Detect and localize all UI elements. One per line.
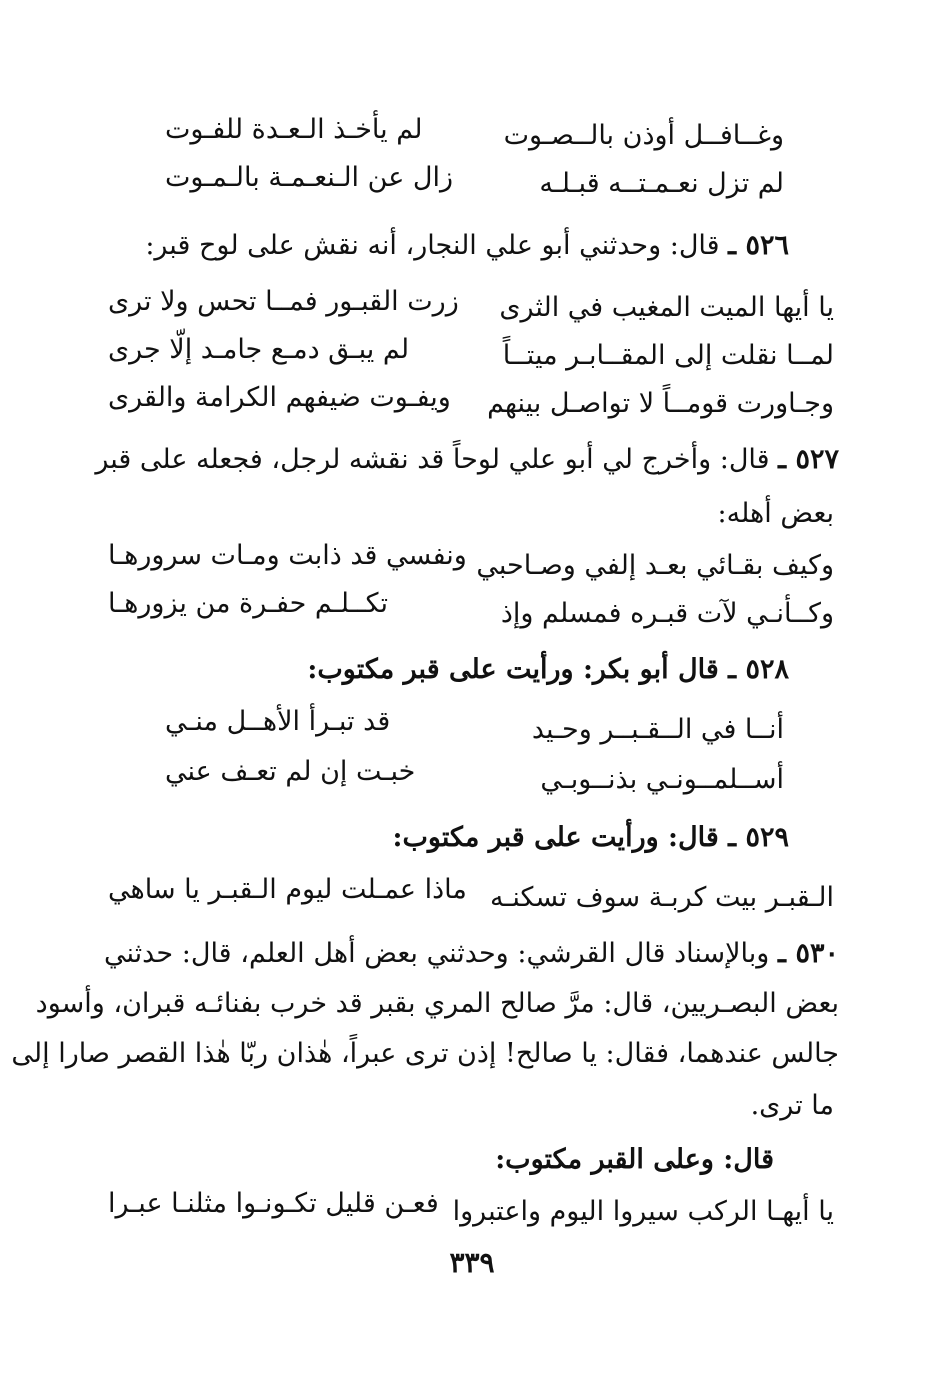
verse-3-left: زرت القبـور فمــا تحس ولا ترى	[108, 286, 459, 317]
paragraph-number: ٥٣٠ ـ	[778, 938, 839, 969]
paragraph-530-line-1	[104, 936, 839, 972]
verse-2-left: زال عن الـنعـمـة بالـمـوت	[165, 162, 454, 193]
paragraph-text: قال أبو بكر: ورأيت على قبر مكتوب:	[307, 654, 719, 685]
paragraph-number: ٥٢٦ ـ	[728, 230, 789, 261]
verse-6-right: وكيف بقـائي بعـد إلفي وصـاحبي	[476, 550, 834, 581]
verse-1-left: لم يأخـذ الـعـدة للفـوت	[165, 114, 423, 145]
verse-8-left: قد تبـرأ الأهــل منـي	[165, 706, 391, 737]
verse-10-left: ماذا عمـلت ليوم الـقبـر يا ساهي	[108, 874, 467, 905]
paragraph-text: قال: ورأيت على قبر مكتوب:	[392, 822, 719, 853]
paragraph-528	[307, 652, 789, 688]
verse-9-left: خبـت إن لم تعـف عني	[165, 756, 416, 787]
paragraph-530-line-2: بعض البصـريين، قال: مرَّ صالح المري بقبر قد خرب بفنائـه قبران، وأسود	[35, 988, 839, 1019]
verse-7-left: تكــلـم حفـرة من يزورهـا	[108, 588, 388, 619]
paragraph-text: وبالإسناد قال القرشي: وحدثني بعض أهل العلم، قال: حدثني	[104, 938, 770, 969]
verse-9-right: أســلمــونـي بذنــوبـي	[540, 764, 784, 795]
verse-6-left: ونفسي قد ذابت ومـات سرورهـا	[108, 540, 467, 571]
verse-4-left: لم يبـق دمـع جامـد إلّا جرى	[108, 334, 410, 365]
paragraph-number: ٥٢٩ ـ	[728, 822, 789, 853]
verse-7-right: وكــأنـي لآت قبـره فمسلم وإذ	[500, 598, 834, 629]
paragraph-526	[145, 228, 789, 264]
verse-11-right: يا أيهـا الركب سيروا اليوم واعتبروا	[452, 1196, 834, 1227]
verse-1-right: وغــافــل أوذن بالــصـوت	[503, 120, 784, 151]
verse-5-right: وجـاورت قومــاً لا تواصـل بينهم	[487, 388, 834, 419]
paragraph-530-line-4: ما ترى.	[750, 1090, 834, 1121]
paragraph-number: ٥٢٨ ـ	[728, 654, 789, 685]
verse-10-right: الـقبـر بيت كربـة سوف تسكنـه	[489, 882, 834, 913]
paragraph-530-note: قال: وعلى القبر مكتوب:	[495, 1144, 774, 1175]
paragraph-527-line-2: بعض أهله:	[717, 498, 834, 529]
verse-8-right: أنــا في الــقـبــر وحـيد	[531, 714, 784, 745]
verse-5-left: ويفـوت ضيفهم الكرامة والقرى	[108, 382, 451, 413]
page-number: ٣٣٩	[449, 1246, 495, 1279]
paragraph-text: قال: وحدثني أبو علي النجار، أنه نقش على لوح قبر:	[145, 230, 720, 261]
verse-11-left: فعـن قليل تكـونـوا مثلنـا عبـرا	[108, 1188, 439, 1219]
paragraph-527-line-1	[95, 442, 839, 478]
paragraph-530-line-3: جالس عندهما، فقال: يا صالح! إذن ترى عبراً، هٰذان ربّا هٰذا القصر صارا إلى	[11, 1038, 839, 1069]
paragraph-text: قال: وأخرج لي أبو علي لوحاً قد نقشه لرجل، فجعله على قبر	[95, 444, 770, 475]
paragraph-number: ٥٢٧ ـ	[778, 444, 839, 475]
verse-4-right: لمــا نقلت إلى المقــابـر ميتــاً	[502, 340, 834, 371]
verse-2-right: لم تزل نعـمـتــه قبـلـه	[539, 168, 784, 199]
verse-3-right: يا أيها الميت المغيب في الثرى	[499, 292, 834, 323]
paragraph-529	[392, 820, 789, 856]
